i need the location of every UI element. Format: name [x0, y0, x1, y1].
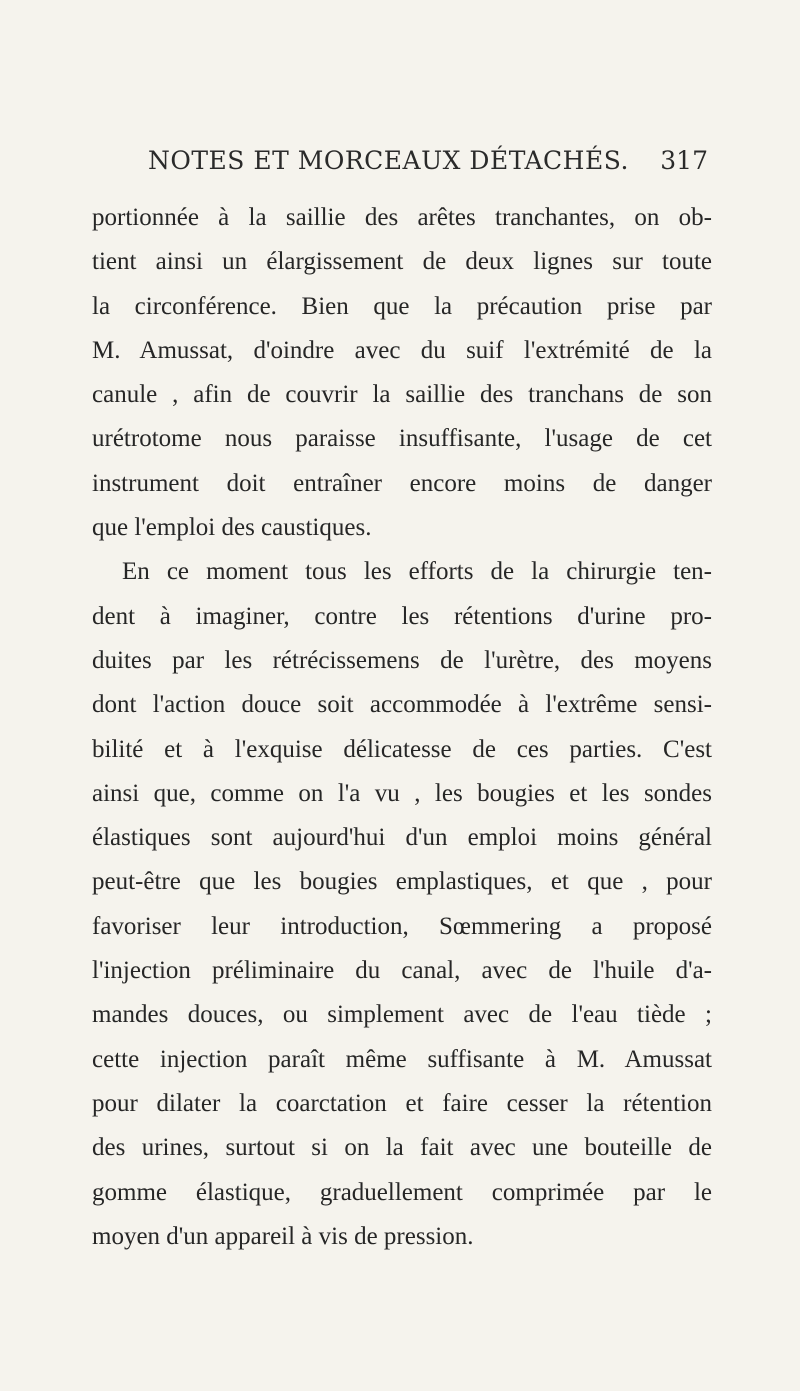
text-line: bilité et à l'exquise délicatesse de ces parties. C'est — [92, 735, 712, 763]
text-line: des urines, surtout si on la fait avec une bouteille de — [92, 1134, 712, 1162]
text-line: canule , afin de couvrir la saillie des tranchans de son — [92, 381, 712, 409]
text-line: En ce moment tous les efforts de la chirurgie ten- — [122, 558, 712, 586]
text-line: dont l'action douce soit accommodée à l'extrême sensi- — [92, 691, 712, 719]
text-line: gomme élastique, graduellement comprimée par le — [92, 1178, 712, 1206]
text-line: ainsi que, comme on l'a vu , les bougies et les sondes — [92, 779, 712, 807]
text-line: tient ainsi un élargissement de deux lignes sur toute — [92, 248, 712, 276]
text-line: peut-être que les bougies emplastiques, et que , pour — [92, 868, 712, 896]
text-line: que l'emploi des caustiques. — [92, 514, 372, 542]
page-number: 317 — [660, 146, 708, 175]
text-line: M. Amussat, d'oindre avec du suif l'extrémité de la — [92, 336, 712, 364]
text-line: urétrotome nous paraisse insuffisante, l'usage de cet — [92, 425, 712, 453]
running-title: NOTES ET MORCEAUX DÉTACHÉS. — [148, 146, 629, 175]
text-line: portionnée à la saillie des arêtes tranchantes, on ob- — [92, 204, 712, 231]
text-line: instrument doit entraîner encore moins de danger — [92, 469, 712, 497]
body-text — [92, 196, 712, 1259]
text-line: cette injection paraît même suffisante à M. Amussat — [92, 1045, 712, 1073]
text-line: dent à imaginer, contre les rétentions d'urine pro- — [92, 602, 712, 630]
text-line: la circonférence. Bien que la précaution prise par — [92, 292, 712, 320]
text-line: élastiques sont aujourd'hui d'un emploi moins général — [92, 824, 712, 852]
text-line: l'injection préliminaire du canal, avec de l'huile d'a- — [92, 957, 712, 985]
text-line: moyen d'un appareil à vis de pression. — [92, 1222, 474, 1250]
text-line: mandes douces, ou simplement avec de l'eau tiède ; — [92, 1001, 712, 1029]
text-line: pour dilater la coarctation et faire cesser la rétention — [92, 1089, 712, 1117]
text-line: favoriser leur introduction, Sœmmering a proposé — [92, 912, 712, 940]
text-line: duites par les rétrécissemens de l'urètre, des moyens — [92, 646, 712, 674]
running-header — [148, 146, 708, 186]
